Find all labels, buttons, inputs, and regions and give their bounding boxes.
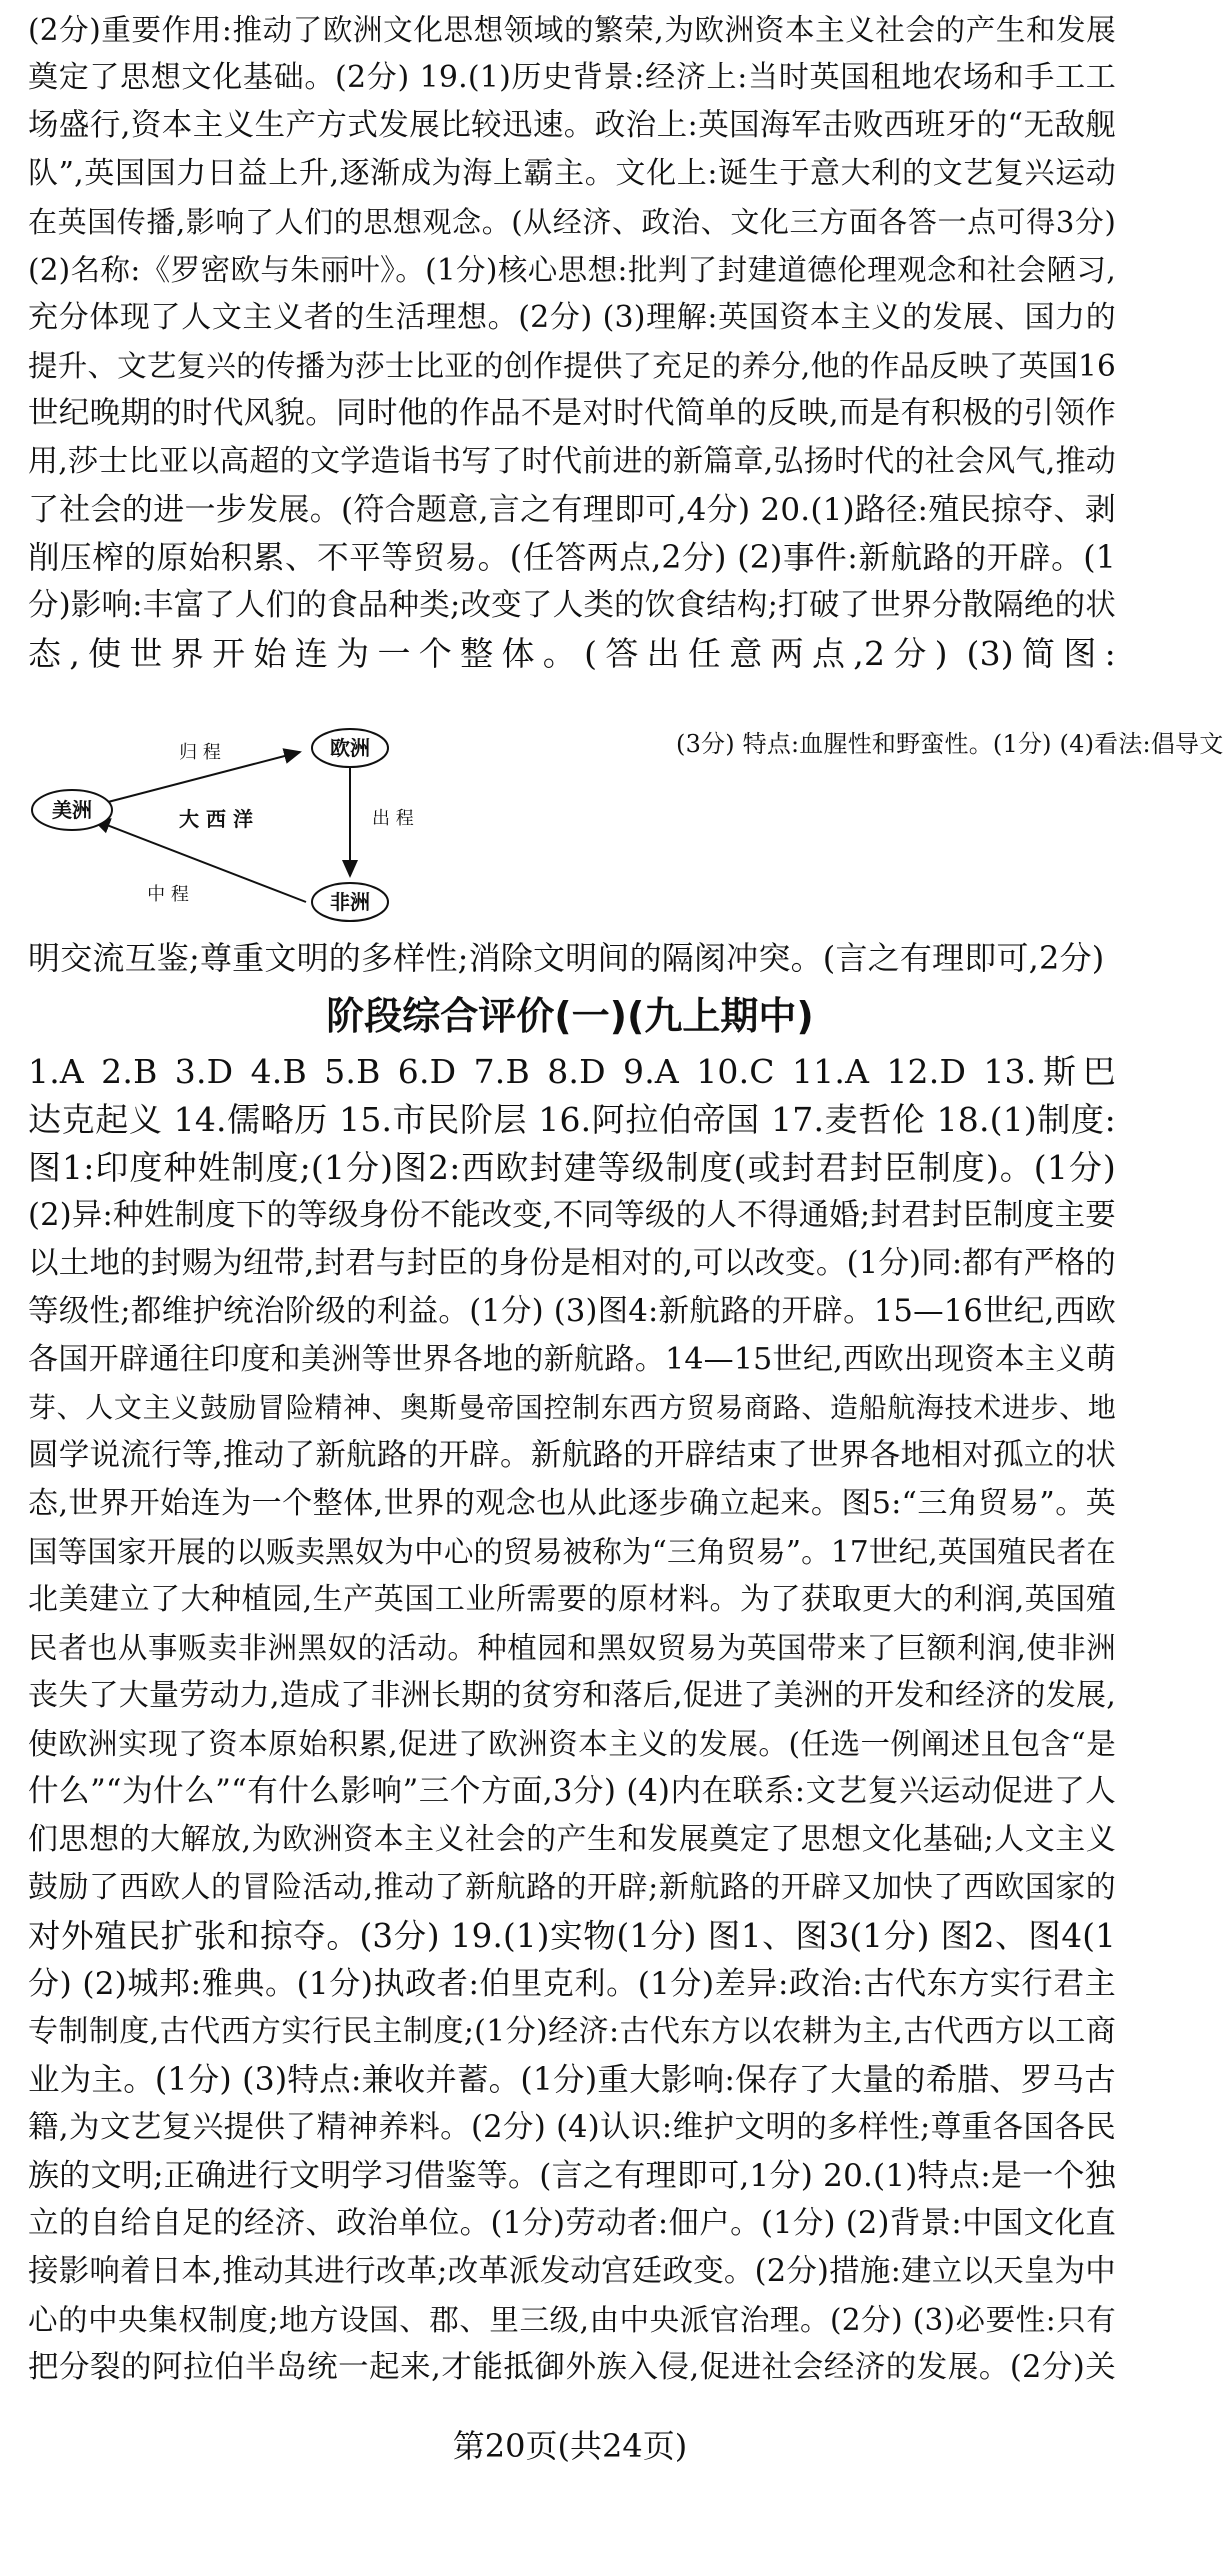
text-line: 籍,为文艺复兴提供了精神养料。(2分) (4)认识:维护文明的多样性;尊重各国各民 bbox=[28, 2110, 1116, 2145]
text-line: (2)名称:《罗密欧与朱丽叶》。(1分)核心思想:批判了封建道德伦理观念和社会陋习, bbox=[28, 253, 1116, 287]
text-line: 队”,英国国力日益上升,逐渐成为海上霸主。文化上:诞生于意大利的文艺复兴运动 bbox=[28, 156, 1116, 191]
text-line: 立的自给自足的经济、政治单位。(1分)劳动者:佃户。(1分) (2)背景:中国文化直 bbox=[28, 2206, 1116, 2241]
middle-passage-arrow bbox=[94, 820, 306, 902]
label-middle-route: 中 程 bbox=[147, 884, 189, 905]
label-outbound-route: 出 程 bbox=[372, 808, 414, 829]
text-line: 态,使世界开始连为一个整体。(答出任意两点,2分) (3)简图: bbox=[28, 634, 1116, 673]
text-line: 场盛行,资本主义生产方式发展比较迅速。政治上:英国海军击败西班牙的“无敌舰 bbox=[28, 108, 1116, 143]
text-line: 削压榨的原始积累、不平等贸易。(任答两点,2分) (2)事件:新航路的开辟。(1 bbox=[28, 540, 1116, 576]
text-line: 接影响着日本,推动其进行改革;改革派发动宫廷政变。(2分)措施:建立以天皇为中 bbox=[28, 2254, 1116, 2289]
text-line: 北美建立了大种植园,生产英国工业所需要的原材料。为了获取更大的利润,英国殖 bbox=[28, 1582, 1116, 1617]
text-line: 分)影响:丰富了人们的食品种类;改变了人类的饮食结构;打破了世界分散隔绝的状 bbox=[28, 588, 1116, 623]
text-line: 明交流互鉴;尊重文明的多样性;消除文明间的隔阂冲突。(言之有理即可,2分) bbox=[28, 939, 1105, 977]
text-line: 心的中央集权制度;地方设国、郡、里三级,由中央派官治理。(2分) (3)必要性:只有 bbox=[28, 2303, 1116, 2337]
text-line: 在英国传播,影响了人们的思想观念。(从经济、政治、文化三方面各答一点可得3分) bbox=[28, 205, 1116, 239]
text-line: 达克起义 14.儒略历 15.市民阶层 16.阿拉伯帝国 17.麦哲伦 18.(1)制度: bbox=[28, 1100, 1116, 1139]
label-atlantic: 大 西 洋 bbox=[179, 807, 253, 831]
node-label-europe: 欧洲 bbox=[330, 736, 370, 760]
section-title: 阶段综合评价(一)(九上期中) bbox=[326, 994, 814, 1038]
text-line: 鼓励了西欧人的冒险活动,推动了新航路的开辟;新航路的开辟又加快了西欧国家的 bbox=[28, 1870, 1116, 1905]
text-line: 族的文明;正确进行文明学习借鉴等。(言之有理即可,1分) 20.(1)特点:是一个独 bbox=[28, 2158, 1116, 2194]
text-line: 以土地的封赐为纽带,封君与封臣的身份是相对的,可以改变。(1分)同:都有严格的 bbox=[28, 1246, 1116, 1281]
text-line: 图1:印度种姓制度;(1分)图2:西欧封建等级制度(或封君封臣制度)。(1分) bbox=[28, 1148, 1116, 1187]
text-line: 世纪晚期的时代风貌。同时他的作品不是对时代简单的反映,而是有积极的引领作 bbox=[28, 396, 1116, 431]
text-line: 分) (2)城邦:雅典。(1分)执政者:伯里克利。(1分)差异:政治:古代东方实行君主 bbox=[28, 1966, 1116, 2002]
text-line: 了社会的进一步发展。(符合题意,言之有理即可,4分) 20.(1)路径:殖民掠夺、剥 bbox=[28, 492, 1116, 528]
text-line: 对外殖民扩张和掠夺。(3分) 19.(1)实物(1分) 图1、图3(1分) 图2、图4(1 bbox=[28, 1917, 1116, 1955]
text-line: 提升、文艺复兴的传播为莎士比亚的创作提供了充足的养分,他的作品反映了英国16 bbox=[28, 349, 1116, 383]
text-line: 们思想的大解放,为欧洲资本主义社会的产生和发展奠定了思想文化基础;人文主义 bbox=[28, 1822, 1116, 1857]
text-line: 国等国家开展的以贩卖黑奴为中心的贸易被称为“三角贸易”。17世纪,英国殖民者在 bbox=[28, 1535, 1116, 1569]
page-footer: 第20页(共24页) bbox=[452, 2427, 688, 2465]
text-line: 使欧洲实现了资本原始积累,促进了欧洲资本主义的发展。(任选一例阐述且包含“是 bbox=[28, 1727, 1116, 1761]
node-label-americas: 美洲 bbox=[52, 798, 92, 822]
text-line: 专制制度,古代西方实行民主制度;(1分)经济:古代东方以农耕为主,古代西方以工商 bbox=[28, 2014, 1116, 2049]
text-line: 用,莎士比亚以高超的文学造诣书写了时代前进的新篇章,弘扬时代的社会风气,推动 bbox=[28, 444, 1116, 479]
text-line: 丧失了大量劳动力,造成了非洲长期的贫穷和落后,促进了美洲的开发和经济的发展, bbox=[28, 1678, 1116, 1713]
text-line: 圆学说流行等,推动了新航路的开辟。新航路的开辟结束了世界各地相对孤立的状 bbox=[28, 1438, 1116, 1473]
text-line: 等级性;都维护统治阶级的利益。(1分) (3)图4:新航路的开辟。15—16世纪,西欧 bbox=[28, 1294, 1116, 1329]
node-label-africa: 非洲 bbox=[330, 890, 370, 914]
text-line: 1.A 2.B 3.D 4.B 5.B 6.D 7.B 8.D 9.A 10.C 11.A 12.D 13.斯巴 bbox=[28, 1052, 1116, 1091]
text-line: 芽、人文主义鼓励冒险精神、奥斯曼帝国控制东西方贸易商路、造船航海技术进步、地 bbox=[28, 1391, 1116, 1424]
text-line: 充分体现了人文主义者的生活理想。(2分) (3)理解:英国资本主义的发展、国力的 bbox=[28, 300, 1116, 335]
text-line: (2分)重要作用:推动了欧洲文化思想领域的繁荣,为欧洲资本主义社会的产生和发展 bbox=[28, 13, 1116, 47]
text-line: 把分裂的阿拉伯半岛统一起来,才能抵御外族入侵,促进社会经济的发展。(2分)关 bbox=[28, 2350, 1116, 2385]
text-line: 什么”“为什么”“有什么影响”三个方面,3分) (4)内在联系:文艺复兴运动促进了人 bbox=[28, 1774, 1116, 1809]
text-line: (3分) 特点:血腥性和野蛮性。(1分) (4)看法:倡导文 bbox=[676, 730, 1223, 758]
triangular-trade-diagram bbox=[28, 718, 438, 930]
text-line: 业为主。(1分) (3)特点:兼收并蓄。(1分)重大影响:保存了大量的希腊、罗马古 bbox=[28, 2062, 1116, 2098]
text-line: 奠定了思想文化基础。(2分) 19.(1)历史背景:经济上:当时英国租地农场和手工工 bbox=[28, 60, 1116, 95]
text-line: (2)异:种姓制度下的等级身份不能改变,不同等级的人不得通婚;封君封臣制度主要 bbox=[28, 1198, 1116, 1233]
text-line: 态,世界开始连为一个整体,世界的观念也从此逐步确立起来。图5:“三角贸易”。英 bbox=[28, 1486, 1116, 1521]
label-return-route: 归 程 bbox=[179, 742, 221, 763]
text-line: 民者也从事贩卖非洲黑奴的活动。种植园和黑奴贸易为英国带来了巨额利润,使非洲 bbox=[28, 1631, 1116, 1665]
text-line: 各国开辟通往印度和美洲等世界各地的新航路。14—15世纪,西欧出现资本主义萌 bbox=[28, 1342, 1116, 1377]
